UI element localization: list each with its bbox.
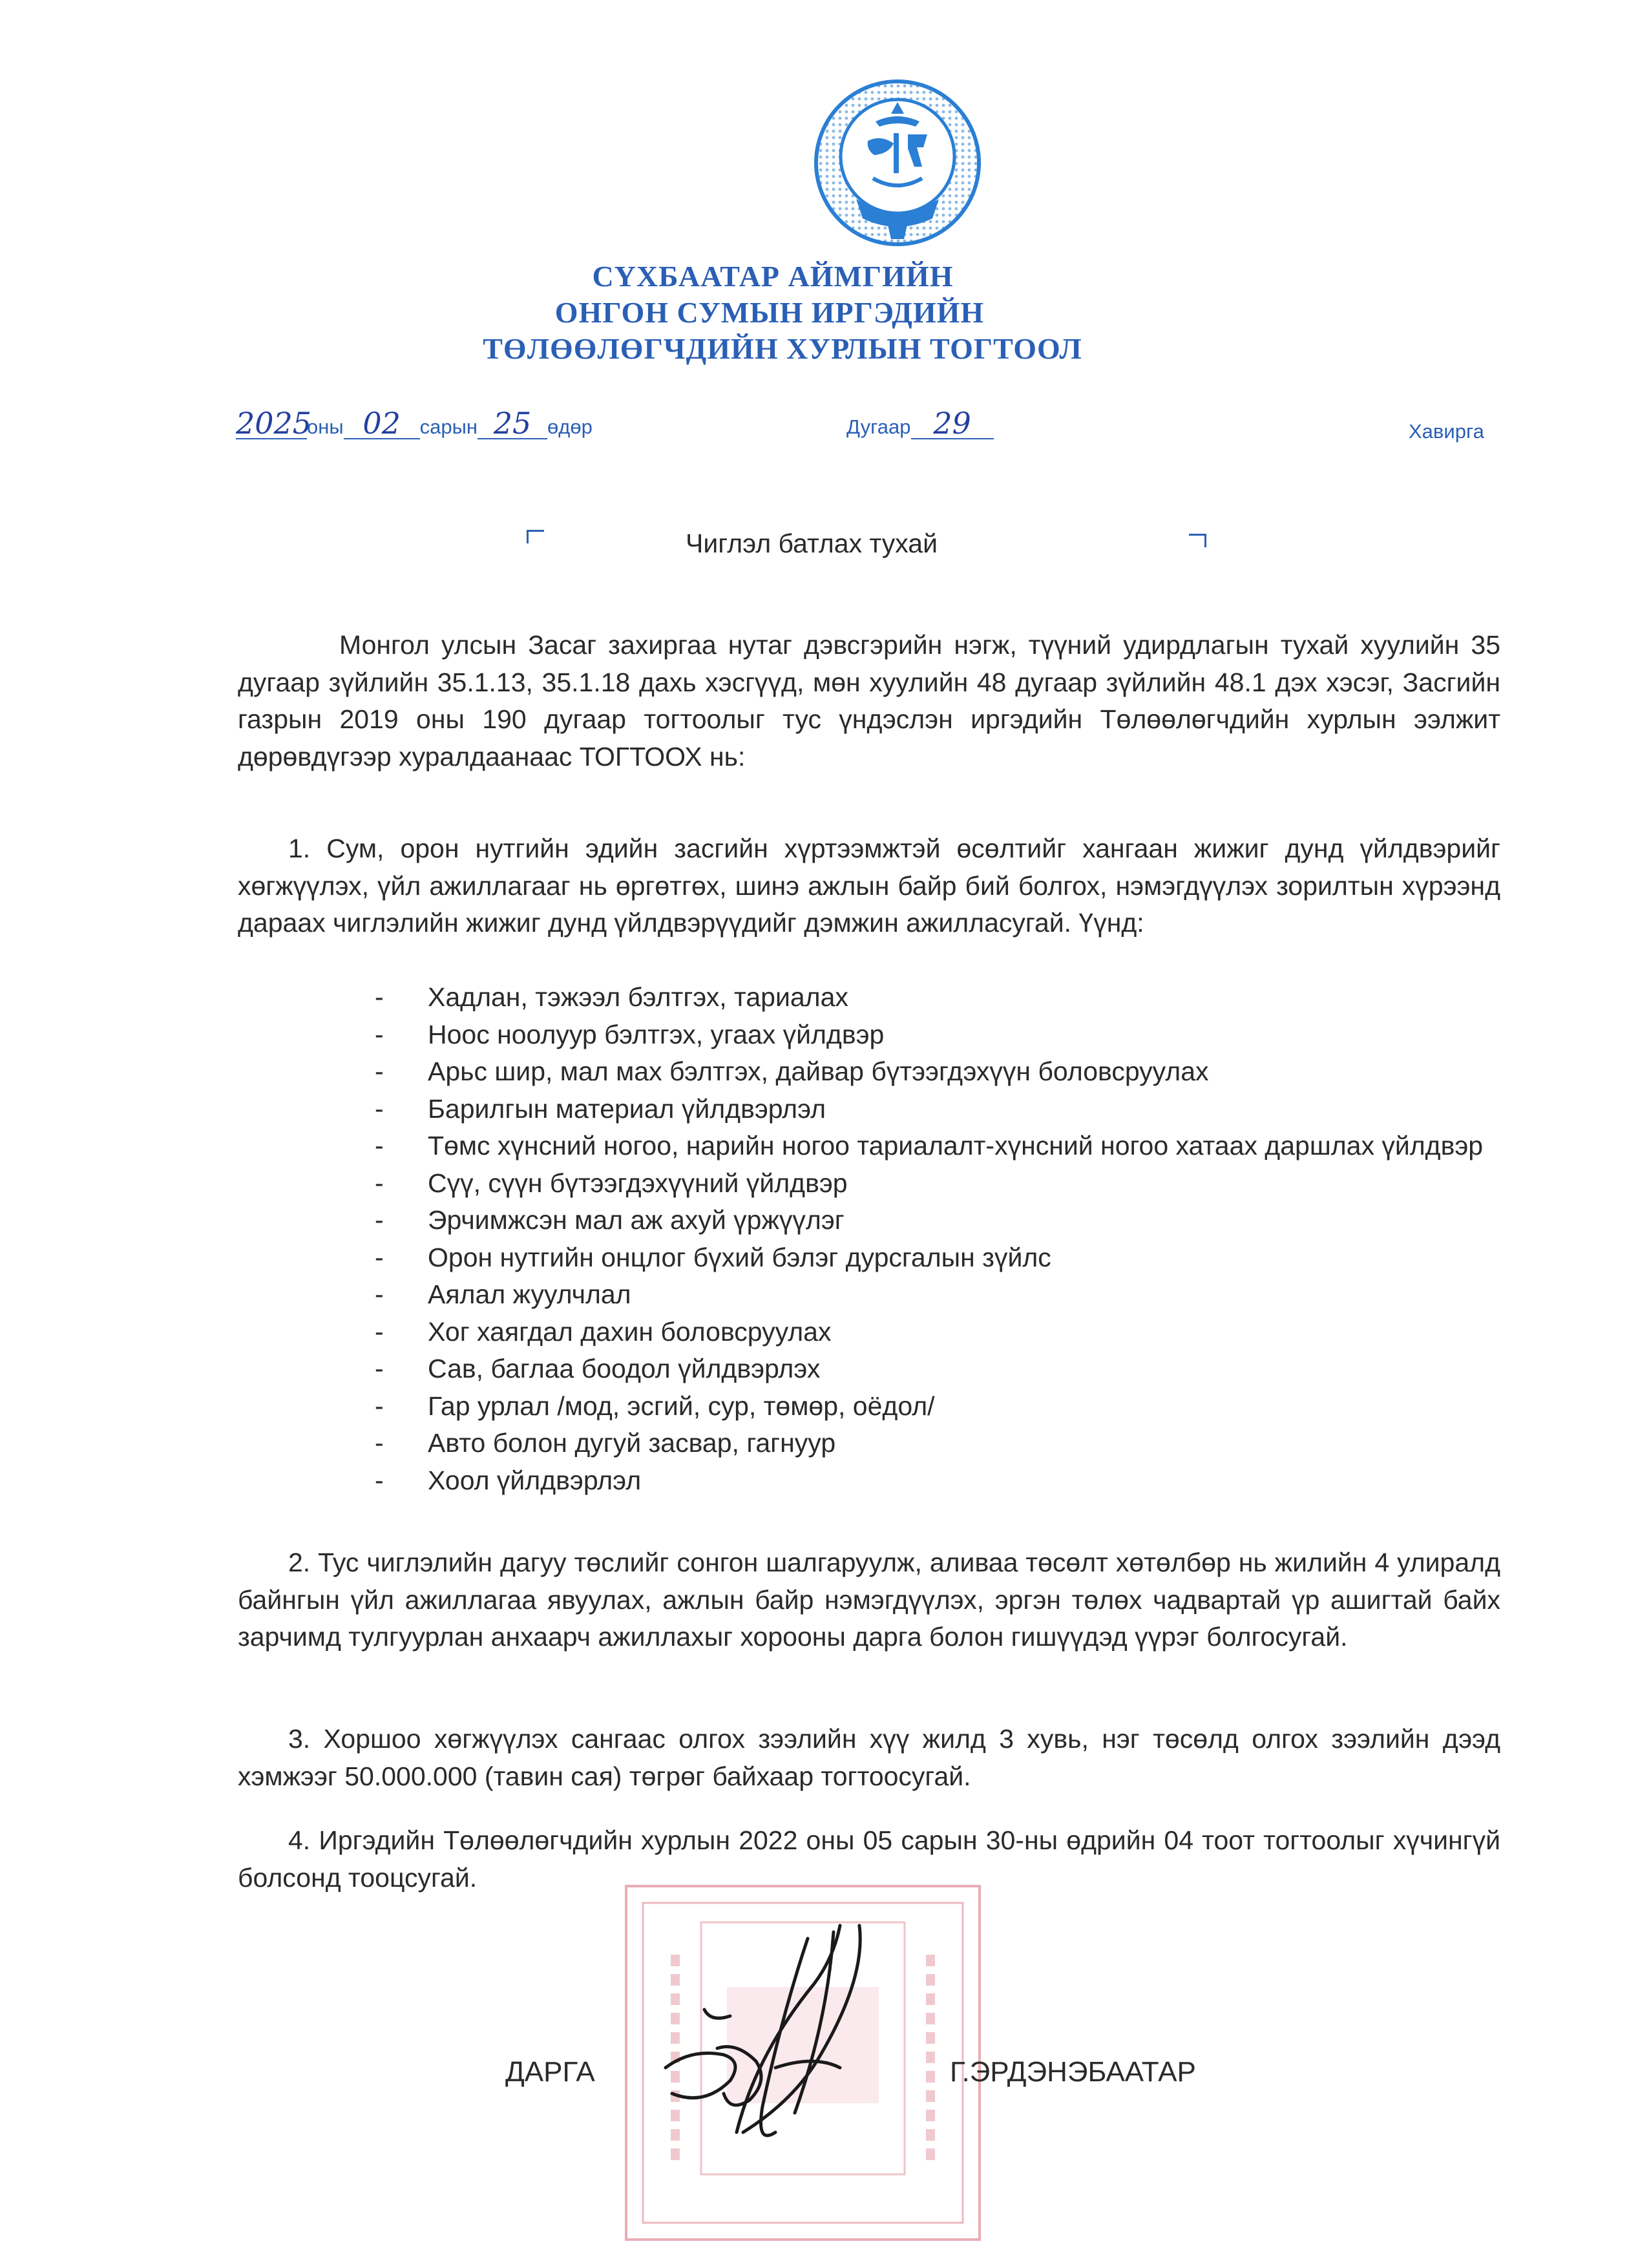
resolution-title-text: Чиглэл батлах тухай	[686, 529, 938, 558]
document-header	[0, 258, 1649, 367]
list-item: - Арьс шир, мал мах бэлтгэх, дайвар бүтээгдэхүүн боловсруулах	[375, 1053, 1500, 1091]
item-3-paragraph: 3. Хоршоо хөгжүүлэх сангаас олгох зээлийн хүү жилд 3 хувь, нэг төсөлд олгох зээлийн дээд хэмжээг 50.000.000 (тавин сая) төгрөг байхаар тогтоосугай.	[238, 1724, 1500, 1791]
header-resolution: ТӨЛӨӨЛӨГЧДИЙН ХУРЛЫН ТОГТООЛ	[483, 332, 1082, 365]
list-item: - Сүү, сүүн бүтээгдэхүүний үйлдвэр	[375, 1165, 1500, 1202]
list-item: - Аялал жуулчлал	[375, 1276, 1500, 1314]
resolution-number: 29	[911, 408, 994, 439]
date-year-suffix: оны	[307, 415, 344, 438]
number-line	[846, 408, 994, 447]
intro-paragraph: Монгол улсын Засаг захиргаа нутаг дэвсгэрийн нэгж, түүний удирдлагын тухай хуулийн 35 дугаар зүйлийн 35.1.13, 35.1.18 дахь хэсгүүд, мөн хуулийн 48 дугаар зүйлийн 48.1 дэх хэсэг, Засгийн газрын 2019 оны 190 дугаар тогтоолыг тус үндэслэн иргэдийн Төлөөлөгчдийн хурлын ээлжит дөрөвдүгээр хуралдаанаас ТОГТООХ нь:	[238, 630, 1500, 772]
date-year: 2025	[236, 406, 312, 441]
mongolia-state-emblem-icon	[811, 76, 984, 249]
date-day: 25	[478, 408, 547, 439]
list-item: - Ноос ноолуур бэлтгэх, угаах үйлдвэр	[375, 1016, 1500, 1054]
item-4-paragraph: 4. Иргэдийн Төлөөлөгчдийн хурлын 2022 оны 05 сарын 30-ны өдрийн 04 тоот тогтоолыг хүчингүй болсонд тооцсугай.	[238, 1825, 1500, 1893]
signatory-name: Г.ЭРДЭНЭБААТАР	[950, 2056, 1196, 2088]
item-1-paragraph: 1. Сум, орон нутгийн эдийн засгийн хүртээмжтэй өсөлтийг хангаан жижиг дунд үйлдвэрийг хөгжүүлэх, үйл ажиллагааг нь өргөтгөх, шинэ ажлын байр бий болгох, нэмэгдүүлэх зорилтын хүрээнд дараах чиглэлийн жижиг дунд үйлдвэрүүдийг дэмжин ажилласугай. Үүнд:	[238, 834, 1500, 938]
list-item: - Орон нутгийн онцлог бүхий бэлэг дурсгалын зүйлс	[375, 1239, 1500, 1277]
signatory-title: ДАРГА	[505, 2056, 595, 2088]
item-2-paragraph: 2. Тус чиглэлийн дагуу төслийг сонгон шалгаруулж, аливаа төсөлт хөтөлбөр нь жилийн 4 улиралд байнгын үйл ажиллагаа явуулах, ажлын байр нэмэгдүүлэх, эргэн төлөх чадвартай үр ашигтай байх зарчимд тулгуурлан анхаарч ажиллахыг хорооны дарга болон гишүүдэд үүрэг болгосугай.	[238, 1548, 1500, 1652]
list-item: - Сав, баглаа боодол үйлдвэрлэх	[375, 1350, 1500, 1388]
date-line	[236, 408, 593, 447]
resolution-title	[0, 529, 1649, 559]
list-item: - Хоол үйлдвэрлэл	[375, 1462, 1500, 1500]
header-aimag: СҮХБААТАР АЙМГИЙН	[592, 260, 954, 293]
number-label: Дугаар	[846, 415, 911, 438]
header-sum: ОНГОН СУМЫН ИРГЭДИЙН	[554, 296, 985, 329]
date-month: 02	[344, 408, 420, 439]
list-item: - Эрчимжсэн мал аж ахуй үржүүлэг	[375, 1202, 1500, 1239]
list-item: - Төмс хүнсний ногоо, нарийн ногоо тариалалт-хүнсний ногоо хатаах даршлах үйлдвэр	[375, 1128, 1500, 1165]
directions-list	[375, 979, 1500, 1499]
list-item: - Авто болон дугуй засвар, гагнуур	[375, 1425, 1500, 1462]
date-day-suffix: өдөр	[547, 415, 593, 438]
place-name: Хавирга	[1409, 420, 1484, 443]
list-item: - Барилгын материал үйлдвэрлэл	[375, 1091, 1500, 1128]
list-item: - Хог хаягдал дахин боловсруулах	[375, 1314, 1500, 1351]
list-item: - Хадлан, тэжээл бэлтгэх, тариалах	[375, 979, 1500, 1016]
list-item: - Гар урлал /мод, эсгий, сур, төмөр, оёдол/	[375, 1388, 1500, 1425]
handwritten-signature-icon	[646, 1913, 930, 2171]
date-month-suffix: сарын	[419, 415, 478, 438]
